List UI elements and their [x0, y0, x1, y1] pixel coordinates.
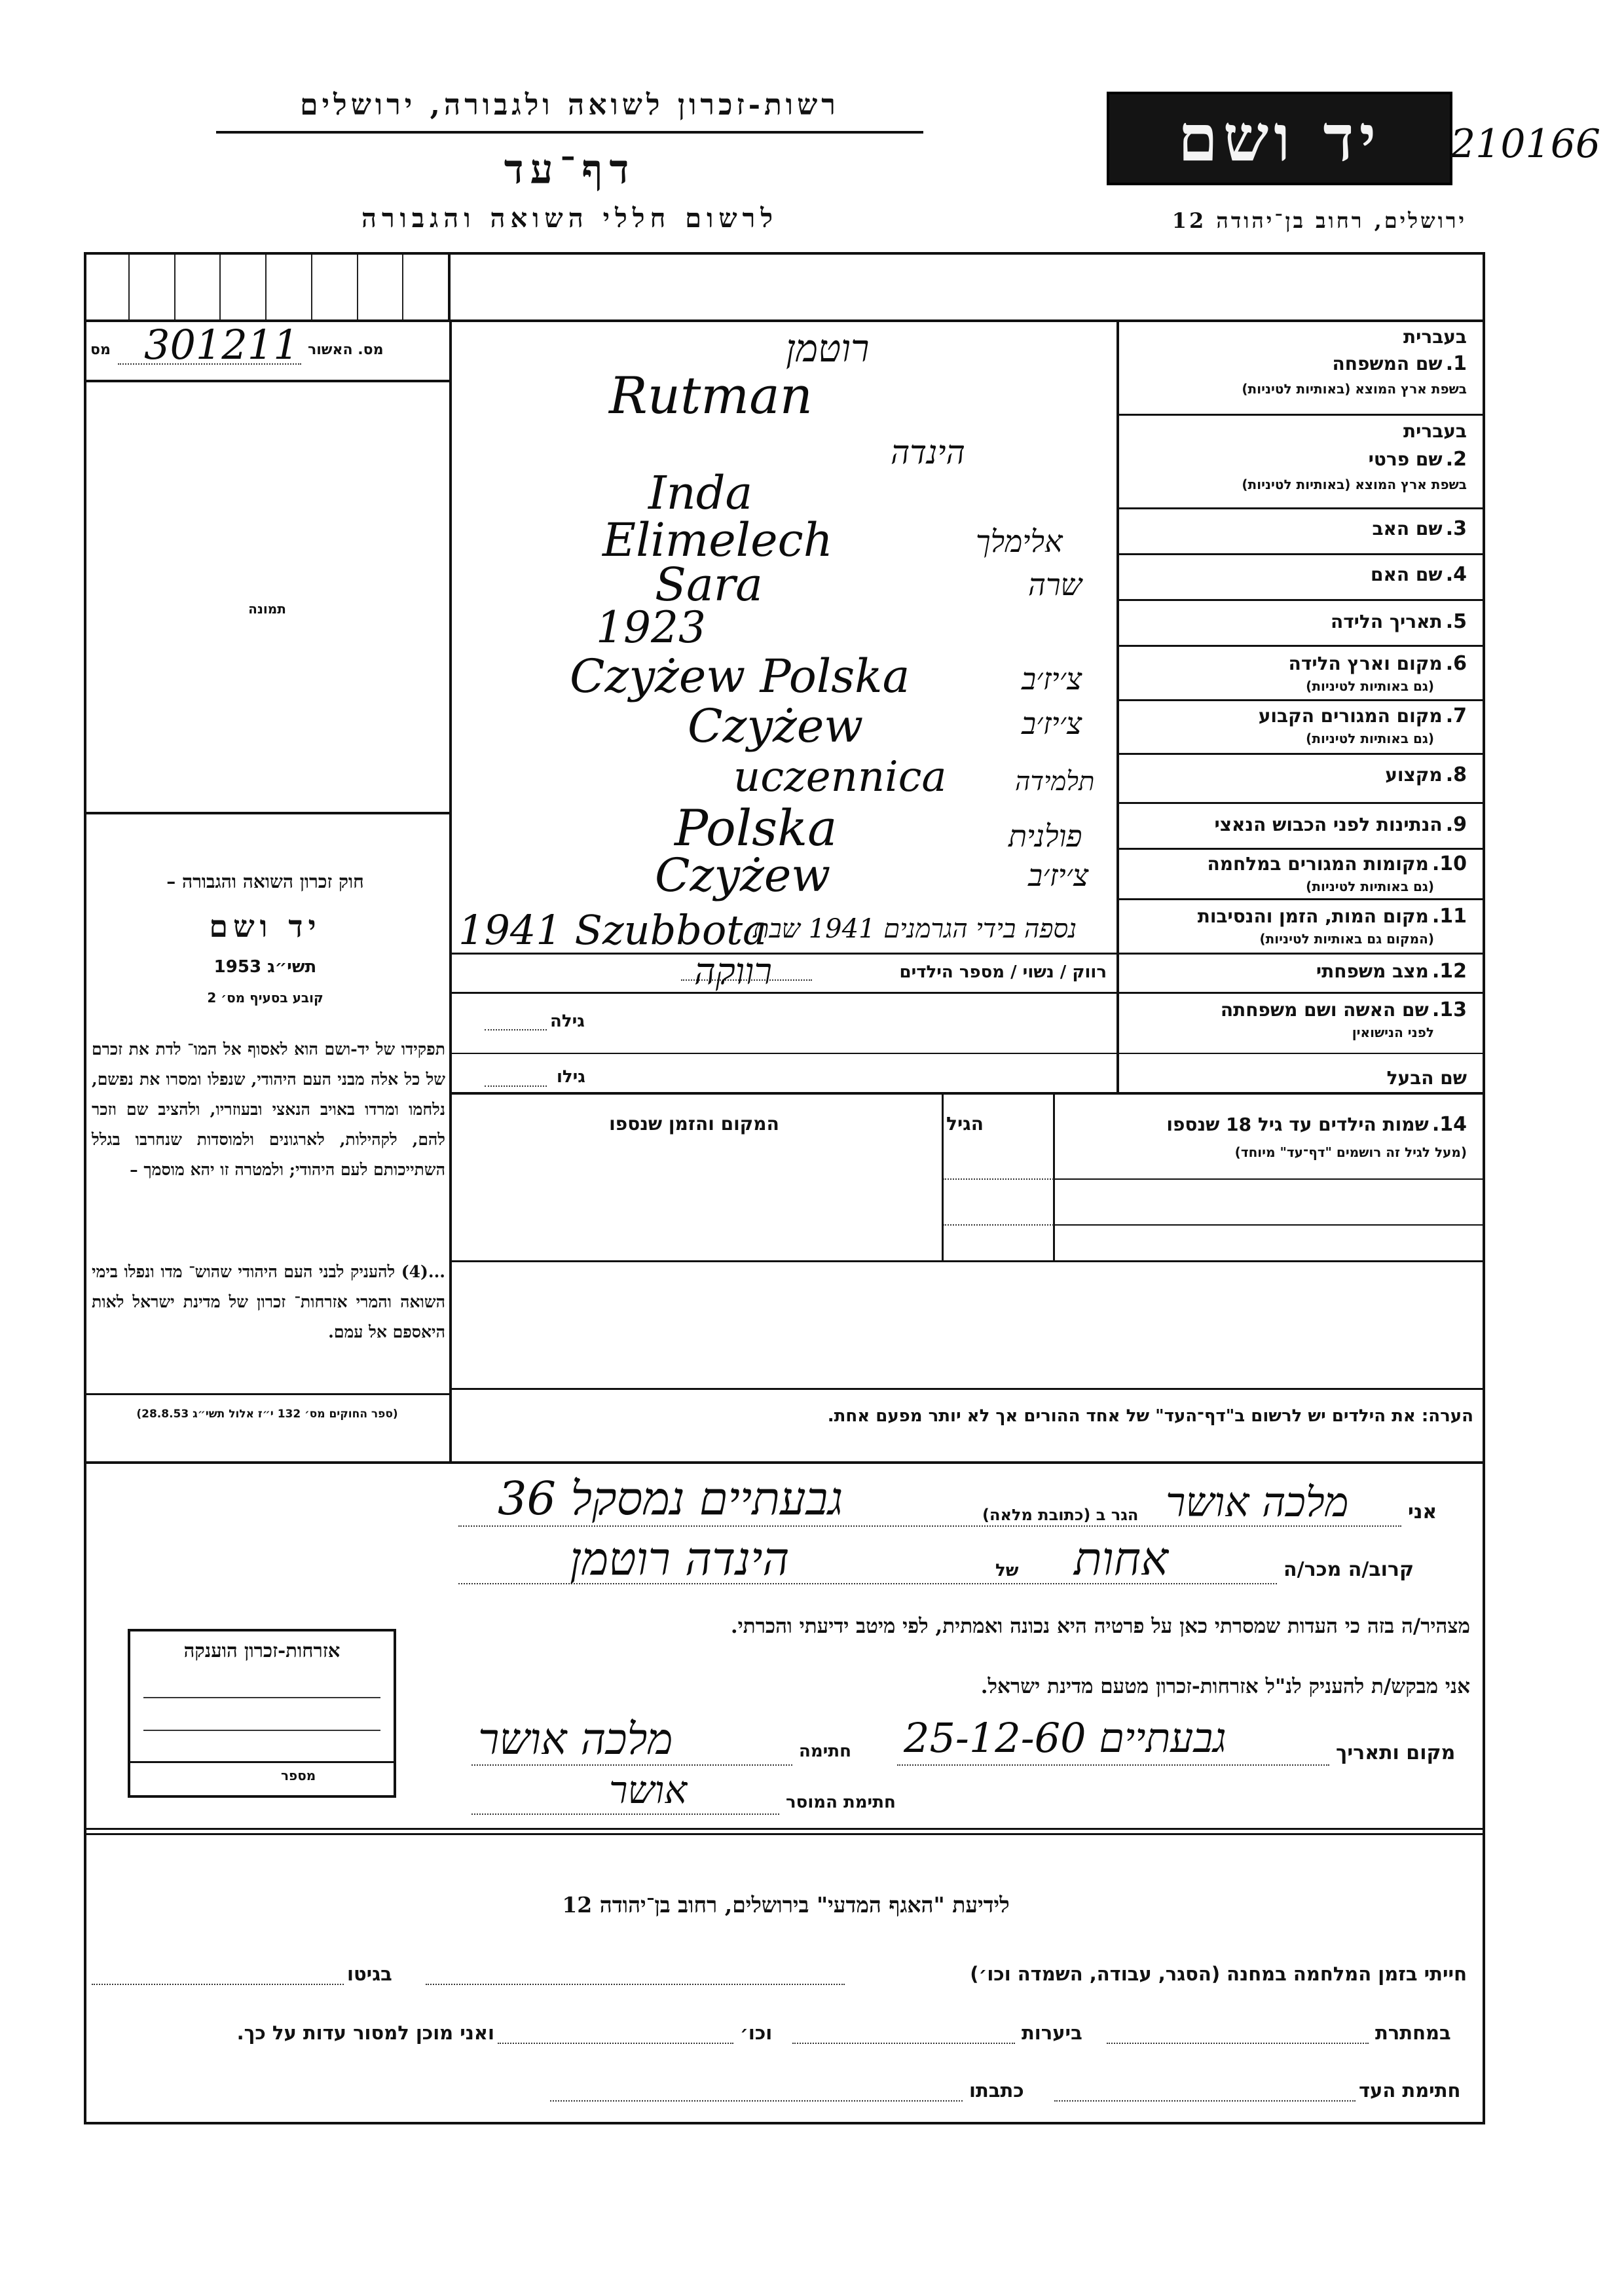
field-10-value-he: צ׳יז׳ב [1028, 858, 1089, 893]
field-1-label [1126, 352, 1467, 375]
field-10-label [1126, 852, 1467, 875]
certificate-number-label: מספר [281, 1768, 316, 1783]
row-8-line [1116, 802, 1485, 804]
field-2-text: שם פרטי [1368, 448, 1443, 470]
children-col-place: המקום והזמן שנספו [609, 1113, 779, 1135]
field-3-value-lat: Elimelech [602, 513, 833, 567]
field-8-label [1126, 763, 1467, 786]
field-4-num: 4. [1445, 563, 1467, 586]
field-11-value-lat: 1941 Szubbota [458, 906, 767, 954]
serial-box-bottom [84, 380, 451, 382]
field-13-age-label: גילה [550, 1011, 585, 1031]
law-name: יד ושם [209, 909, 322, 944]
row-1-line [1116, 414, 1485, 416]
photo-box-bottom [84, 812, 451, 814]
field-3-num: 3. [1445, 517, 1467, 540]
field-7-hint: (גם באותיות לטיניות) [1306, 731, 1434, 746]
decl-line-4 [471, 1764, 792, 1766]
field-8-num: 8. [1445, 763, 1467, 786]
serial-label: מס. האשור [308, 342, 384, 358]
law-clause: קובע בסעיף מס׳ 2 [207, 990, 323, 1006]
row-5-line [1116, 645, 1485, 647]
children-label [1054, 1113, 1467, 1136]
left-col-divider [449, 319, 452, 1464]
field-7-label [1126, 704, 1467, 727]
field-8-value-lat: uczennica [733, 753, 947, 801]
children-col-age: הגיל [946, 1113, 984, 1135]
logo-text: יד ושם [1177, 101, 1382, 176]
decl-relation-value: אחות [1074, 1532, 1169, 1586]
husband-label: שם הבעל [1386, 1067, 1467, 1089]
field-12-label [1126, 960, 1467, 983]
law-year: תשי״ג 1953 [213, 957, 317, 977]
footer-line2-mid1: ביערות [1022, 2022, 1082, 2044]
decl-resident-label: הגר ב (כתובת מלאה) [982, 1506, 1139, 1524]
field-9-label [1126, 813, 1467, 836]
footer-line3-start: חתימת העד [1359, 2079, 1461, 2102]
footer-line2-dots-2 [792, 2043, 1015, 2044]
footer-line2-end: ואני מוכן למסור עדות על כך. [236, 2022, 494, 2044]
decl-statement: מצהיר/ה בזה כי העדות שמסרתי כאן על פרטיה היא נכונה ואמתית, לפי מיטב ידיעתי והכרתי. [730, 1614, 1470, 1638]
footer-line1-end: בגיטו [347, 1963, 392, 1985]
field-3-text: שם האב [1372, 518, 1443, 539]
field-7-value-lat: Czyżew [688, 699, 864, 753]
footer-line2-dots-3 [498, 2043, 733, 2044]
certificate-title: אזרחות-זכרון הוענקה [183, 1639, 341, 1662]
field-10-hint: (גם באותיות לטיניות) [1306, 879, 1434, 894]
footer-line1-label: חייתי בזמן המלחמה במחנה (הסגר, עבודה, השמדה וכו׳) [970, 1963, 1467, 1985]
footer-line3-dots-1 [1054, 2100, 1356, 2102]
field-4-value-he: שרה [1028, 567, 1082, 602]
field-5-text: תאריך הלידה [1330, 611, 1443, 632]
law-reference: (ספר החוקים מס׳ 132 י״ז אלול תשי״ג 28.8.53) [136, 1408, 398, 1421]
row-2-line [1116, 507, 1485, 509]
footer-line3-mid: כתבתו [969, 2079, 1024, 2102]
authority-line: רשות-זכרון לשואה ולגבורה, ירושלים [300, 88, 840, 122]
children-num: 14. [1431, 1113, 1467, 1136]
field-7-text: מקום המגורים הקבוע [1258, 705, 1443, 727]
decl-place-date-label: מקום ותאריך [1336, 1741, 1456, 1764]
field-9-text: הנתינות לפני הכבוש הנאצי [1214, 814, 1443, 835]
footer-title: לידיעת "האגף המדעי" בירושלים, רחוב בן־יהודה 12 [562, 1892, 1010, 1918]
children-title: שמות הילדים עד גיל 18 שנספו [1166, 1114, 1429, 1135]
field-12-num: 12. [1431, 960, 1467, 983]
children-row-solid-1 [1054, 1178, 1485, 1180]
children-table-bottom [449, 1260, 1485, 1262]
field-13-label [1126, 998, 1467, 1021]
field-7-value-he: צ׳יז׳ב [1022, 706, 1082, 741]
decl-line-2 [458, 1583, 1277, 1584]
field-4-label [1126, 563, 1467, 586]
row-12-line [449, 992, 1485, 994]
decl-i-label: אני [1408, 1501, 1437, 1523]
handwritten-number: 210166 [1450, 121, 1601, 167]
children-hint: (מעל לגיל זה רושמים "דף־עד" מיוחד) [1234, 1144, 1467, 1160]
field-4-text: שם האם [1371, 564, 1443, 585]
field-1-value-he: רוטמן [786, 326, 870, 371]
decl-signature-value: מלכה אושר [478, 1714, 673, 1764]
field-2-label [1126, 448, 1467, 471]
serial-dots [118, 363, 301, 365]
field-4-value-lat: Sara [655, 558, 763, 611]
field-2-value-lat: Inda [648, 466, 753, 520]
field-12-text: מצב משפחתי [1316, 960, 1429, 982]
field-1-lang: בעברית [1403, 326, 1467, 348]
field-6-value-lat: Czyżew Polska [570, 649, 910, 703]
field-3-value-he: אלימלך [976, 524, 1063, 559]
footer-line1-dots-2 [92, 1984, 344, 1985]
decl-line-3 [897, 1764, 1329, 1766]
footer-line3-dots-2 [550, 2100, 963, 2102]
law-text-1: תפקידו של יד-ושם הוא לאסוף אל המו־ לדת את זכרם של כל אלה מבני העם היהודי, שנפלו ומסרו את נפשם, נלחמו ומרדו באויב הנאצי ובעוזריו, ולהציב שם וזכר להם, לקהילות, לארגונים ולמוסדות שנחרבו בגלל השתייכותם לעם היהודי; ולמטרה זו יהא מוסמך – [92, 1040, 445, 1179]
field-6-num: 6. [1445, 652, 1467, 675]
decl-signature-label: חתימה [799, 1741, 851, 1761]
decl-of-label: של [995, 1561, 1019, 1580]
field-10-text: מקומות המגורים במלחמה [1207, 853, 1429, 875]
row-9-line [1116, 848, 1485, 850]
yad-vashem-logo [1107, 92, 1452, 185]
field-1-text: שם המשפחה [1332, 353, 1443, 374]
footer-sep-1 [84, 1828, 1485, 1830]
field-10-value-lat: Czyżew [655, 848, 831, 902]
field-10-num: 10. [1431, 852, 1467, 875]
field-6-value-he: צ׳יז׳ב [1022, 661, 1082, 697]
field-11-label [1126, 905, 1467, 928]
address: ירושלים, רחוב בן־יהודה 12 [1172, 208, 1467, 233]
field-13-num: 13. [1431, 998, 1467, 1021]
row-13-line [449, 1053, 1485, 1054]
serial-value: 301211 [144, 321, 299, 369]
field-2-value-he: הינדה [891, 433, 965, 471]
decl-collector-label: חתימת המוסר [786, 1793, 896, 1812]
husband-age-label: גילו [557, 1067, 585, 1087]
field-11-text: מקום המות, הזמן והנסיבות [1197, 905, 1429, 927]
field-7-num: 7. [1445, 704, 1467, 727]
field-2-lang: בעברית [1403, 420, 1467, 442]
law-title: חוק זכרון השואה והגבורה – [166, 871, 364, 892]
field-5-value: 1923 [596, 602, 706, 653]
field-3-label [1126, 517, 1467, 540]
field-12-options: רווק / נשוי / מספר הילדים [899, 962, 1107, 982]
field-11-num: 11. [1431, 905, 1467, 928]
field-2-num: 2. [1445, 448, 1467, 471]
row-6-line [1116, 699, 1485, 701]
field-5-num: 5. [1445, 610, 1467, 633]
decl-relation-label: קרוב/ה מכר/ה [1283, 1558, 1414, 1581]
field-9-value-he: פולנית [1008, 818, 1082, 854]
row-4-line [1116, 599, 1485, 601]
field-2-hint: בשפת ארץ המוצא (באותיות לטיניות) [1242, 477, 1467, 492]
row-husband-line [449, 1092, 1485, 1095]
decl-line-1 [458, 1525, 1401, 1527]
field-6-text: מקום וארץ הלידה [1288, 653, 1443, 674]
field-8-text: מקצוע [1385, 764, 1443, 786]
decl-request: אני מבקש/ת להעניק לנ"ל אזרחות-זכרון מטעם מדינת ישראל. [980, 1675, 1470, 1698]
decl-of-value: הינדה רוטמן [570, 1532, 790, 1586]
field-9-num: 9. [1445, 813, 1467, 836]
certificate-box [128, 1629, 396, 1798]
row-7-line [1116, 753, 1485, 755]
form-subtitle: לרשום חללי השואה והגבורה [361, 203, 779, 234]
footer-line2-start: במחתרת [1375, 2022, 1451, 2044]
footer-line1-dots [426, 1984, 845, 1985]
decl-collector-value: אושר [609, 1768, 688, 1812]
law-text-2: ...(4) להעניק לבני העם היהודי שהוש־ מדו ונפלו בימי השואה והמרי אזרחות־ זכרון של מדינת ישראל לאות היאספם אל עמם. [92, 1262, 445, 1341]
decl-line-5 [471, 1813, 779, 1815]
form-title: דף־עד [504, 145, 636, 193]
photo-label: תמונה [248, 601, 286, 617]
field-6-label [1126, 652, 1467, 675]
field-11-value-he: נספה בידי הגרמנים 1941 שבת [753, 914, 1077, 944]
note-text: הערה: את הילדים יש לרשום ב"דף־העד" של אחד ההורים אך לא יותר מפעם אחת. [827, 1406, 1473, 1426]
field-6-hint: (גם באותיות לטיניות) [1306, 678, 1434, 694]
field-13-age-dots [485, 1029, 547, 1030]
field-1-hint: בשפת ארץ המוצא (באותיות לטיניות) [1242, 381, 1467, 397]
field-9-value-lat: Polska [674, 799, 838, 857]
decl-address-value: גבעתיים נמסקל 36 [498, 1472, 843, 1525]
row-10-line [1116, 898, 1485, 900]
field-8-value-he: תלמידה [1015, 767, 1095, 797]
decl-place-date-value: גבעתיים 25-12-60 [904, 1714, 1227, 1762]
children-row-solid-2 [1054, 1224, 1485, 1226]
row-3-line [1116, 553, 1485, 555]
field-11-hint: (המקום גם באותיות לטיניות) [1259, 931, 1434, 947]
authority-underline [216, 131, 923, 134]
top-strip-cells [84, 255, 451, 319]
husband-age-dots [485, 1085, 547, 1087]
right-col-divider [1116, 319, 1119, 1092]
field-1-num: 1. [1445, 352, 1467, 375]
decl-i-value: מלכה אושר [1166, 1478, 1349, 1526]
field-12-value: רווקה [694, 951, 772, 993]
field-5-label [1126, 610, 1467, 633]
footer-sep-2 [84, 1833, 1485, 1835]
footer-line2-dots-1 [1107, 2043, 1369, 2044]
serial-prefix: מס [90, 342, 111, 358]
footer-line2-mid2: וכו׳ [740, 2022, 773, 2044]
law-box-bottom [84, 1393, 451, 1395]
note-bottom [84, 1461, 1485, 1464]
field-13-hint: לפני הנישואין [1352, 1025, 1434, 1040]
note-top [449, 1388, 1485, 1390]
field-13-text: שם האשה ושם משפחתה [1220, 999, 1429, 1021]
field-1-value-lat: Rutman [609, 367, 813, 426]
